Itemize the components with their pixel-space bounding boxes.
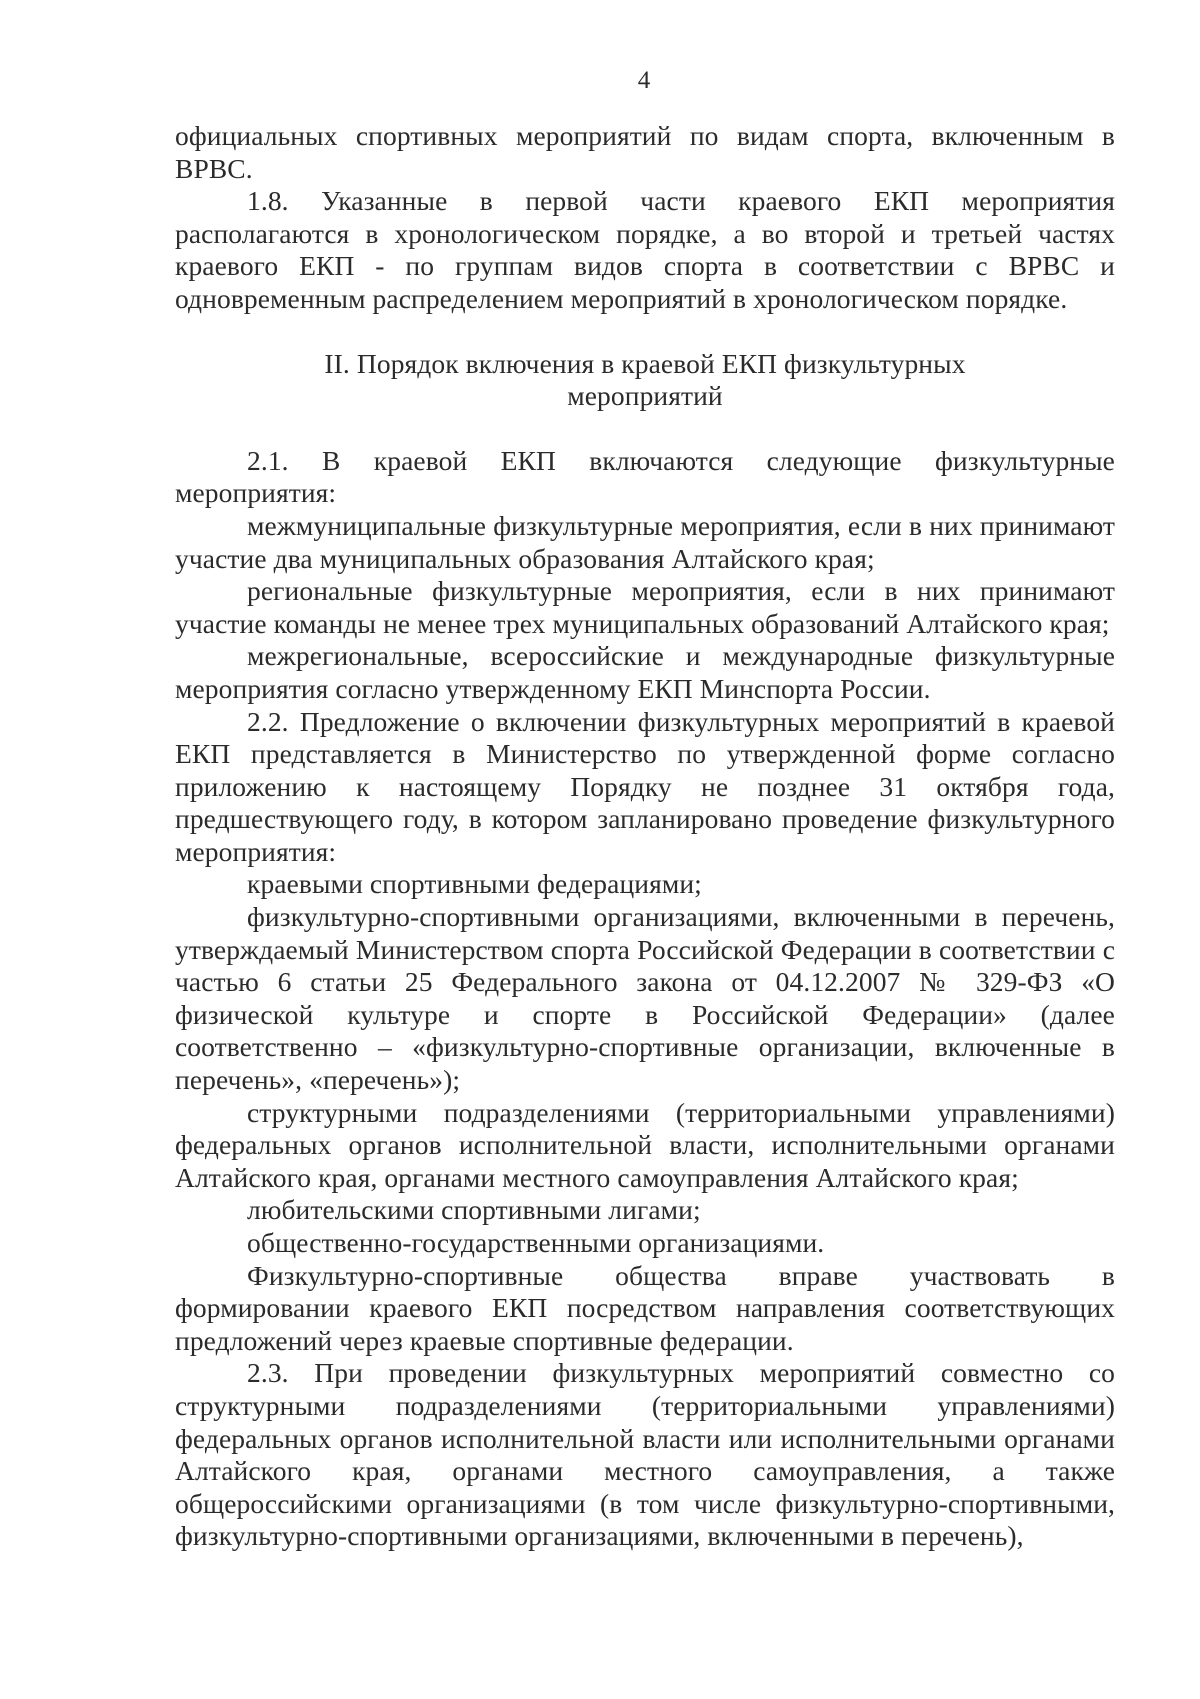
paragraph-2-1-c: межрегиональные, всероссийские и международные физкультурные мероприятия согласно утвержденному ЕКП Минспорта России. — [175, 640, 1115, 704]
paragraph-2-1: 2.1. В краевой ЕКП включаются следующие физкультурные мероприятия: — [175, 444, 1115, 509]
paragraph-1-8: 1.8. Указанные в первой части краевого ЕКП мероприятия располагаются в хронологическом порядке, а во второй и третьей частях краевого ЕКП - по группам видов спорта в соответствии с ВРВС и одновременным распределением мероприятий в хронологическом порядке. — [175, 185, 1115, 314]
paragraph-2-3: 2.3. При проведении физкультурных мероприятий совместно со структурными подразделениями (территориальными управлениями) федеральных органов исполнительной власти или исполнительными органами Алтайского края, органами местного самоуправления, а также общероссийскими организациями (в том числе физкультурно-спортивными, физкультурно-спортивными организациями, включенными в перечень), — [175, 1357, 1115, 1552]
paragraph-2-2-b: физкультурно-спортивными организациями, включенными в перечень, утверждаемый Министерством спорта Российской Федерации в соответствии с частью 6 статьи 25 Федерального закона от 04.12.2007 № 329-ФЗ «О физической культуре и спорте в Российской Федерации» (далее соответственно – «физкультурно-спортивные организации, включенные в перечень», «перечень»); — [175, 901, 1115, 1096]
paragraph-2-1-b: региональные физкультурные мероприятия, если в них принимают участие команды не менее трех муниципальных образований Алтайского края; — [175, 575, 1115, 639]
paragraph-2-2-d: любительскими спортивными лигами; — [247, 1194, 701, 1226]
paragraph-2-1-a: межмуниципальные физкультурные мероприятия, если в них принимают участие два муниципальных образования Алтайского края; — [175, 509, 1115, 574]
section-heading: II. Порядок включения в краевой ЕКП физкультурных мероприятий — [324, 347, 966, 412]
paragraph-2-2-e: общественно-государственными организациями. — [247, 1227, 825, 1258]
paragraph-2-2-f: Физкультурно-спортивные общества вправе участвовать в формировании краевого ЕКП посредством направления соответствующих предложений через краевые спортивные федерации. — [175, 1259, 1115, 1356]
paragraph-2-2-c: структурными подразделениями (территориальными управлениями) федеральных органов исполнительной власти, исполнительными органами Алтайского края, органами местного самоуправления Алтайского края; — [175, 1096, 1115, 1193]
page-number: 4 — [637, 67, 651, 94]
paragraph-intro: официальных спортивных мероприятий по видам спорта, включенным в ВРВС. — [175, 120, 1115, 184]
paragraph-2-2-a: краевыми спортивными федерациями; — [247, 868, 702, 900]
document-body — [175, 120, 1115, 1553]
paragraph-2-2: 2.2. Предложение о включении физкультурных мероприятий в краевой ЕКП представляется в Министерство по утвержденной форме согласно приложению к настоящему Порядку не позднее 31 октября года, предшествующего году, в котором запланировано проведение физкультурного мероприятия: — [175, 705, 1115, 867]
